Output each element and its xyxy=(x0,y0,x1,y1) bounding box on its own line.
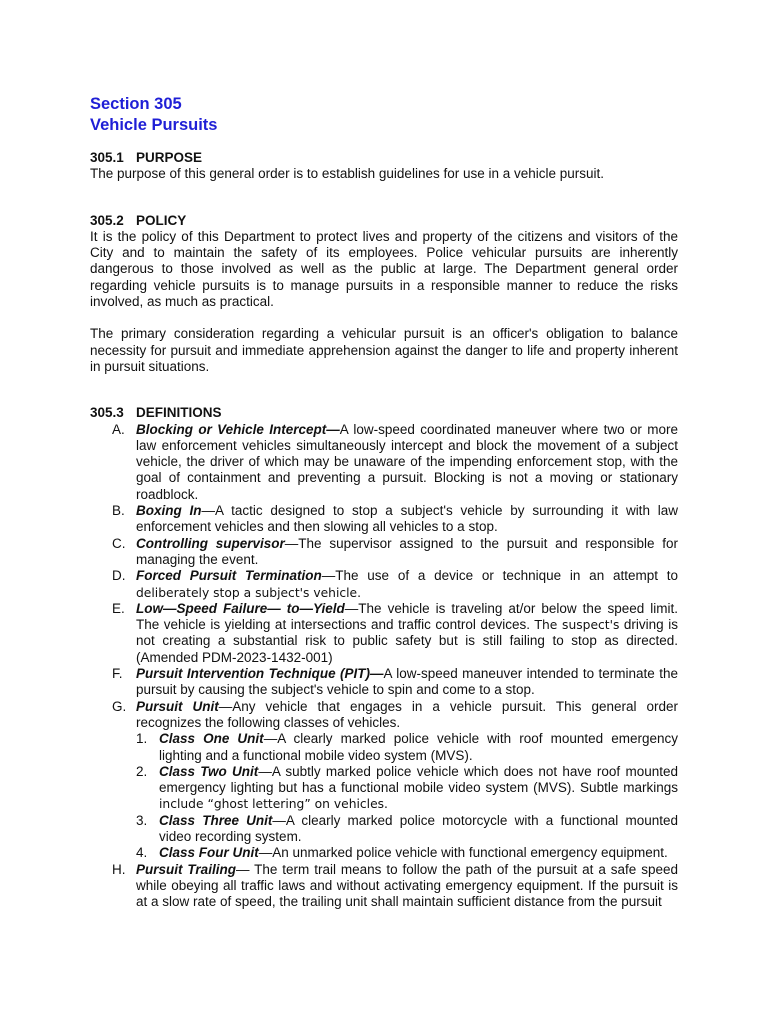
definition-term: Pursuit Trailing xyxy=(136,861,236,877)
definitions-heading xyxy=(90,405,678,421)
vehicle-class-1 xyxy=(90,731,678,764)
definition-term: Pursuit Intervention Technique (PIT)— xyxy=(136,666,384,682)
definition-d xyxy=(90,568,678,601)
purpose-heading xyxy=(90,150,678,166)
list-marker: 2. xyxy=(136,763,148,779)
definition-term: Pursuit Unit xyxy=(136,698,219,714)
definition-term: Controlling supervisor xyxy=(136,535,285,551)
class-text: —An unmarked police vehicle with functional emergency equipment. xyxy=(258,845,668,861)
definition-e xyxy=(90,601,678,666)
vehicle-class-3 xyxy=(90,813,678,846)
purpose-number: 305.1 xyxy=(90,150,124,165)
definition-text: —A tactic designed to stop a subject's vehicle by surrounding it with law enforcement vehicles and then slowing all vehicles to a stop. xyxy=(136,503,678,535)
definition-text: —The supervisor assigned to the pursuit and responsible for managing the event. xyxy=(136,535,678,567)
definition-term: Low—Speed Failure— to—Yield xyxy=(136,600,345,616)
policy-heading xyxy=(90,213,678,229)
definition-h xyxy=(90,862,678,911)
definition-text: — The term trail means to follow the path of the pursuit at a safe speed while obeying all traffic laws and without activating emergency equipment. If the pursuit is at a slow rate of speed, the trailing unit shall maintain sufficient distance from the pursuit xyxy=(136,861,678,910)
list-marker: D. xyxy=(112,568,126,584)
section-title xyxy=(90,94,678,136)
list-marker: C. xyxy=(112,535,126,551)
definition-text: —The use of a device or technique in an attempt to xyxy=(321,568,678,584)
definitions-number: 305.3 xyxy=(90,405,124,421)
definition-text: A low-speed maneuver intended to terminate the pursuit by causing the subject's vehicle to spin and come to a stop. xyxy=(136,666,678,698)
definition-a xyxy=(90,422,678,503)
document-content xyxy=(90,94,678,910)
class-text: —A clearly marked police vehicle with roof mounted emergency lighting and a functional mobile video system (MVS). xyxy=(159,731,678,763)
class-term: Class Three Unit xyxy=(159,812,273,828)
definition-text: —Any vehicle that engages in a vehicle pursuit. This general order recognizes the following classes of vehicles. xyxy=(136,698,678,730)
definitions-label: DEFINITIONS xyxy=(136,405,222,421)
purpose-label: PURPOSE xyxy=(136,150,203,165)
policy-number: 305.2 xyxy=(90,212,124,228)
definitions-list xyxy=(90,422,678,911)
list-marker: A. xyxy=(112,421,125,437)
definition-g xyxy=(90,699,678,732)
definition-text-2: driving is not creating a substantial risk to public safety but is still failing to stop as directed. (Amended PDM-2023-1432-001) xyxy=(136,617,678,665)
definition-text-alt: The suspect's xyxy=(534,618,620,633)
class-term: Class Four Unit xyxy=(159,845,259,861)
section-name: Vehicle Pursuits xyxy=(90,116,218,134)
definition-term: Blocking or Vehicle Intercept— xyxy=(136,421,340,437)
policy-label: POLICY xyxy=(136,212,187,228)
definition-term: Forced Pursuit Termination xyxy=(136,568,322,584)
definition-text: —The vehicle is traveling at/or below the speed limit. The vehicle is yielding at intersections and traffic control devices. xyxy=(136,600,678,633)
definition-c xyxy=(90,536,678,569)
definition-text: A low-speed coordinated maneuver where two or more law enforcement vehicles simultaneously intercept and block the movement of a subject vehicle, the driver of which may be unaware of the impending enforcement stop, with the goal of containment and preventing a pursuit. Blocking is not a moving or stationary roadblock. xyxy=(136,421,678,502)
definition-text-alt: deliberately stop a subject's vehicle. xyxy=(136,585,362,600)
purpose-text: The purpose of this general order is to establish guidelines for use in a vehicle pursuit. xyxy=(90,166,605,182)
class-text-alt: include “ghost lettering” on vehicles. xyxy=(159,797,388,812)
class-text: —A subtly marked police vehicle which does not have roof mounted emergency lighting but has a functional mobile video system (MVS). Subtle markings xyxy=(159,763,678,796)
class-term: Class Two Unit xyxy=(159,763,259,779)
list-marker: 4. xyxy=(136,845,148,861)
definition-f xyxy=(90,666,678,699)
vehicle-class-2 xyxy=(90,764,678,813)
list-marker: H. xyxy=(112,861,126,877)
definition-term: Boxing In xyxy=(136,503,202,519)
definition-b xyxy=(90,503,678,536)
policy-paragraph-1: It is the policy of this Department to protect lives and property of the citizens and visitors of the City and to maintain the safety of its employees. Police vehicular pursuits are inherently dangerous to those involved as well as the public at large. The Department general order regarding vehicle pursuits is to manage pursuits in a responsible manner to reduce the risks involved, as much as practical. xyxy=(90,228,678,310)
class-text: —A clearly marked police motorcycle with a functional mounted video recording system. xyxy=(159,812,678,844)
vehicle-class-4 xyxy=(90,845,678,861)
list-marker: G. xyxy=(112,698,127,714)
list-marker: E. xyxy=(112,600,125,616)
policy-paragraph-2: The primary consideration regarding a vehicular pursuit is an officer's obligation to balance necessity for pursuit and immediate apprehension against the danger to life and property inherent in pursuit situations. xyxy=(90,326,678,374)
list-marker: 3. xyxy=(136,812,148,828)
section-number: Section 305 xyxy=(90,95,182,113)
class-term: Class One Unit xyxy=(159,731,264,747)
list-marker: B. xyxy=(112,503,125,519)
list-marker: F. xyxy=(112,666,123,682)
list-marker: 1. xyxy=(136,731,148,747)
